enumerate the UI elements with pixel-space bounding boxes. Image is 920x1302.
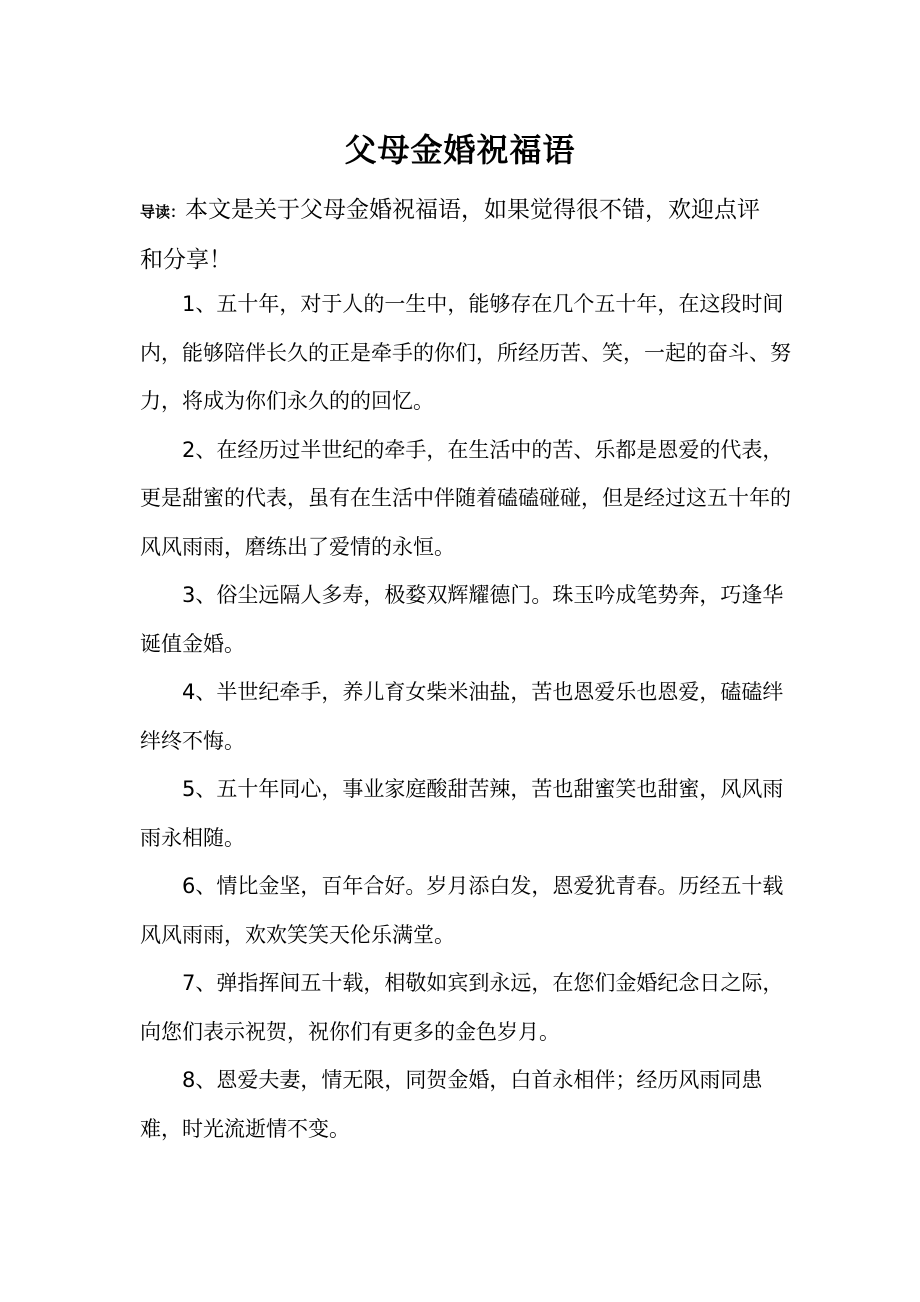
blessing-item-3: 3、俗尘远隔人多寿，极婺双辉耀德门。珠玉吟成笔势奔，巧逢华诞值金婚。	[140, 583, 784, 656]
blessing-item-1: 1、五十年，对于人的一生中，能够存在几个五十年，在这段时间内，能够陪伴长久的正是牵手的你们，所经历苦、笑，一起的奋斗、努力，将成为你们永久的的回忆。	[140, 292, 791, 413]
blessing-item-4: 4、半世纪牵手，养儿育女柴米油盐，苦也恩爱乐也恩爱，磕磕绊绊终不悔。	[140, 680, 784, 753]
blessing-item-6: 6、情比金坚，百年合好。岁月添白发，恩爱犹青春。历经五十载风风雨雨，欢欢笑笑天伦乐满堂。	[140, 874, 784, 947]
blessing-item-7: 7、弹指挥间五十载，相敬如宾到永远，在您们金婚纪念日之际，向您们表示祝贺，祝你们有更多的金色岁月。	[140, 971, 784, 1044]
intro-label: 导读：	[140, 203, 186, 221]
blessing-item-5: 5、五十年同心，事业家庭酸甜苦辣，苦也甜蜜笑也甜蜜，风风雨雨永相随。	[140, 777, 784, 850]
blessing-list	[140, 280, 800, 1153]
blessing-item-2: 2、在经历过半世纪的牵手，在生活中的苦、乐都是恩爱的代表，更是甜蜜的代表，虽有在生活中伴随着磕磕碰碰，但是经过这五十年的风风雨雨，磨练出了爱情的永恒。	[140, 437, 791, 559]
blessing-item-8: 8、恩爱夫妻，情无限，同贺金婚，白首永相伴；经历风雨同患难，时光流逝情不变。	[140, 1068, 763, 1141]
intro-paragraph	[140, 186, 780, 284]
intro-text: 本文是关于父母金婚祝福语，如果觉得很不错，欢迎点评和分享！	[140, 197, 761, 273]
document-title: 父母金婚祝福语	[344, 131, 576, 169]
